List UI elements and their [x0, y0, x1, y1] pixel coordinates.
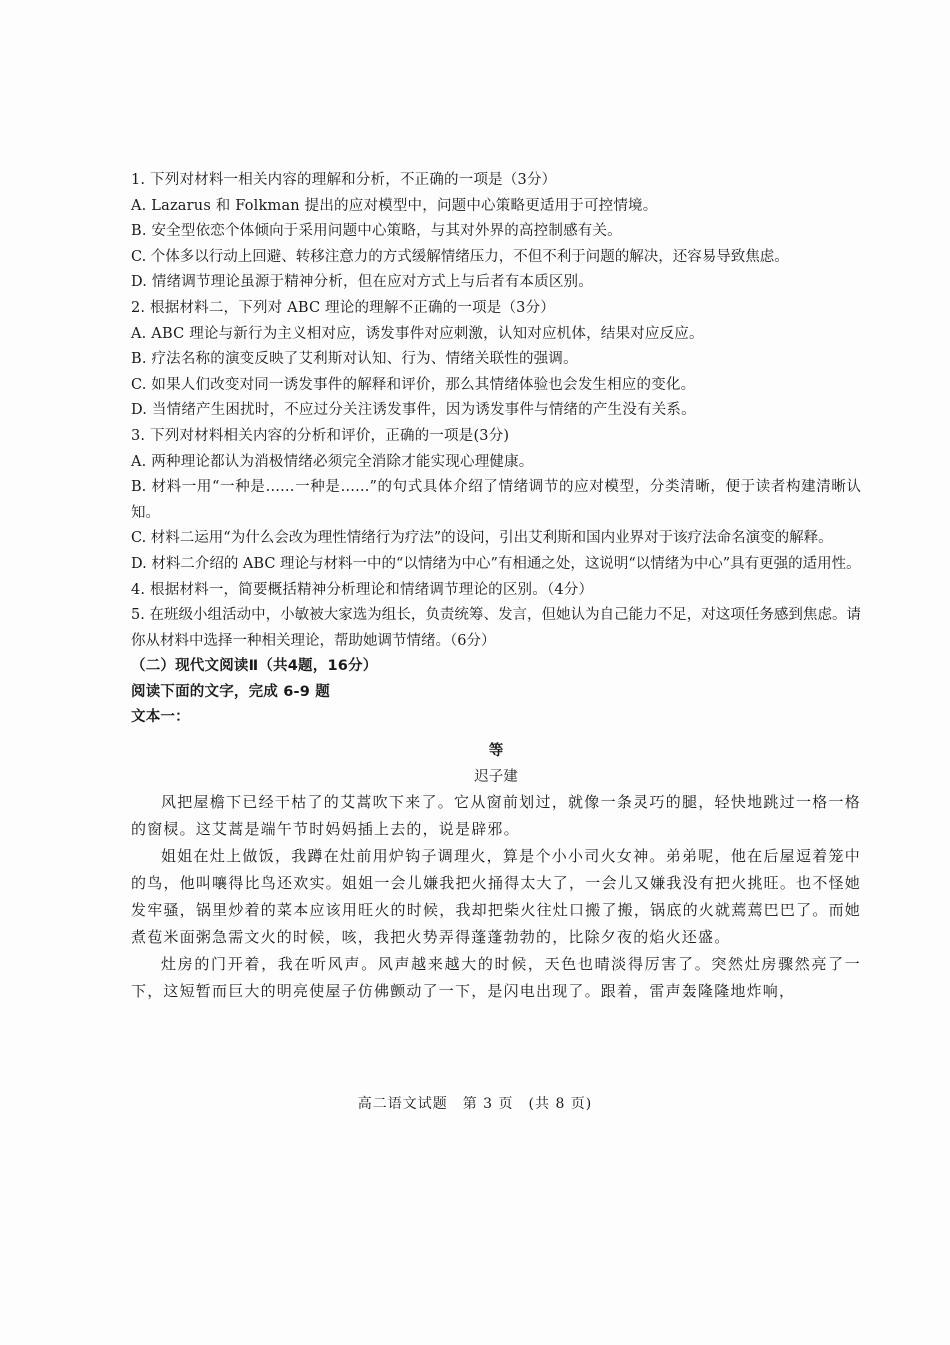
story-paragraph: 风把屋檐下已经干枯了的艾蒿吹下来了。它从窗前划过，就像一条灵巧的腿，轻快地跳过一格一格的窗棂。这艾蒿是端午节时妈妈插上去的，说是辟邪。	[131, 795, 861, 839]
q5-stem: 5. 在班级小组活动中，小敏被大家选为组长，负责统筹、发言，但她认为自己能力不足，对这项任务感到焦虑。请你从材料中选择一种相关理论，帮助她调节情绪。（6分）	[131, 607, 861, 649]
q2-option-c: C. 如果人们改变对同一诱发事件的解释和评价，那么其情绪体验也会发生相应的变化。	[131, 376, 696, 393]
story-title-block	[131, 739, 861, 790]
story-author: 迟子建	[474, 768, 518, 785]
page-footer: 高二语文试题 第 3 页 (共 8 页)	[357, 1096, 593, 1112]
q3-option-a: A. 两种理论都认为消极情绪必须完全消除才能实现心理健康。	[131, 453, 534, 470]
q3-stem: 3. 下列对材料相关内容的分析和评价，正确的一项是(3分)	[131, 427, 510, 444]
story-title: 等	[488, 743, 504, 760]
story-paragraph: 灶房的门开着，我在听风声。风声越来越大的时候，天色也晴淡得厉害了。突然灶房骤然亮了一下，这短暂而巨大的明亮使屋子仿佛颤动了一下，是闪电出现了。跟着，雷声轰隆隆地炸响，	[131, 957, 861, 1001]
q3-option-b: B. 材料一用“一种是……一种是……”的句式具体介绍了情绪调节的应对模型，分类清晰，便于读者构建清晰认知。	[131, 479, 861, 521]
q2-option-b: B. 疗法名称的演变反映了艾利斯对认知、行为、情绪关联性的强调。	[131, 351, 578, 368]
q3-option-d: D. 材料二介绍的 ABC 理论与材料一中的“以情绪为中心”有相通之处，这说明“以情绪为中心”具有更强的适用性。	[131, 555, 861, 572]
story-paragraph: 姐姐在灶上做饭，我蹲在灶前用炉钩子调理火，算是个小小司火女神。弟弟呢，他在后屋逗着笼中的鸟，他叫嚷得比鸟还欢实。姐姐一会儿嫌我把火捅得太大了，一会儿又嫌我没有把火挑旺。也不怪她发牢骚，锅里炒着的菜本应该用旺火的时候，我却把柴火往灶口搬了搬，锅底的火就蔫蔫巴巴了。而她煮苞米面粥急需文火的时候，咳，我把火势弄得蓬蓬勃勃的，比除夕夜的焰火还盛。	[131, 849, 861, 947]
q2-stem: 2. 根据材料二，下列对 ABC 理论的理解不正确的一项是（3分）	[131, 299, 555, 316]
section-instruction: 阅读下面的文字，完成 6-9 题	[131, 683, 330, 700]
q1-option-c: C. 个体多以行动上回避、转移注意力的方式缓解情绪压力，不但不利于问题的解决，还容易导致焦虑。	[131, 248, 789, 265]
q1-stem: 1. 下列对材料一相关内容的理解和分析，不正确的一项是（3分）	[131, 172, 557, 188]
q1-option-a: A. Lazarus 和 Folkman 提出的应对模型中，问题中心策略更适用于可控情境。	[131, 197, 658, 214]
q1-option-d: D. 情绪调节理论虽源于精神分析，但在应对方式上与后者有本质区别。	[131, 274, 593, 291]
q4-stem: 4. 根据材料一，简要概括精神分析理论和情绪调节理论的区别。（4分）	[131, 581, 594, 598]
q3-option-c: C. 材料二运用“为什么会改为理性情绪行为疗法”的设问，引出艾利斯和国内业界对于该疗法命名演变的解释。	[131, 530, 833, 547]
section-heading: （二）现代文阅读Ⅱ（共4题，16分）	[131, 658, 378, 675]
page-content	[131, 168, 861, 1006]
text-label: 文本一：	[131, 709, 190, 726]
q1-option-b: B. 安全型依恋个体倾向于采用问题中心策略，与其对外界的高控制感有关。	[131, 223, 622, 240]
q2-option-d: D. 当情绪产生困扰时，不应过分关注诱发事件，因为诱发事件与情绪的产生没有关系。	[131, 402, 696, 419]
q2-option-a: A. ABC 理论与新行为主义相对应，诱发事件对应刺激，认知对应机体，结果对应反应。	[131, 325, 704, 342]
